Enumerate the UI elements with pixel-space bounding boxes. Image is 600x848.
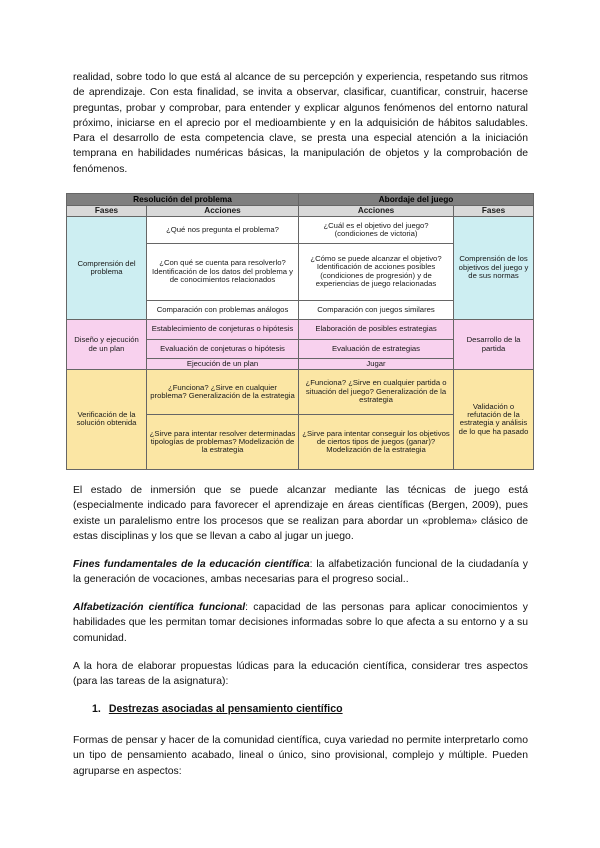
- section-heading: [92, 703, 343, 715]
- fase-comprension-problema: Comprensión del problema: [67, 216, 147, 319]
- formas-paragraph: Formas de pensar y hacer de la comunidad científica, cuya variedad no permite interpretarlo como un tipo de pensamiento acabado, lineal o único, sino provisional, complejo y múltiple. Pueden agruparse en aspectos:: [73, 735, 528, 777]
- fines-paragraph: [73, 557, 528, 588]
- fase-validacion: Validación o refutación de la estrategia y análisis de lo que ha pasado: [454, 369, 534, 469]
- table-cell: Comparación con juegos similares: [299, 300, 454, 320]
- table-cell: ¿Con qué se cuenta para resolverlo? Identificación de los datos del problema y de conocimientos relacionados: [147, 244, 299, 301]
- fase-desarrollo-partida: Desarrollo de la partida: [454, 320, 534, 369]
- intro-paragraph: realidad, sobre todo lo que está al alcance de su percepción y experiencia, respetando sus ritmos de aprendizaje. Con esta finalidad, se invita a observar, clasificar, cuantificar, construir, hacerse preguntas, probar y comprobar, para entender y explicar algunos fenómenos del entorno natural próximo, iniciarse en el aprecio por el medioambiente y en la adquisición de hábitos saludables. Para el desarrollo de esta competencia clave, se presta una especial atención a la iniciación temprana en habilidades numéricas básicas, la manipulación de objetos y la comprobación de fenómenos.: [73, 72, 528, 175]
- fase-comprension-juego: Comprensión de los objetivos del juego y de sus normas: [454, 216, 534, 319]
- header-acciones-left: Acciones: [147, 205, 299, 216]
- section-number: 1.: [92, 703, 101, 715]
- fase-verificacion: Verificación de la solución obtenida: [67, 369, 147, 469]
- table-cell: Jugar: [299, 359, 454, 369]
- table-cell: Elaboración de posibles estrategias: [299, 320, 454, 340]
- table-cell: Evaluación de estrategias: [299, 339, 454, 359]
- section-title: Destrezas asociadas al pensamiento científico: [108, 703, 343, 715]
- table-cell: ¿Cuál es el objetivo del juego? (condiciones de victoria): [299, 216, 454, 243]
- problem-vs-game-table: [66, 193, 534, 470]
- fase-diseno-plan: Diseño y ejecución de un plan: [67, 320, 147, 369]
- alfabetizacion-term: Alfabetización científica funcional: [73, 602, 246, 613]
- table-cell: ¿Funciona? ¿Sirve en cualquier partida o situación del juego? Generalización de la estrategia: [299, 369, 454, 415]
- table-title-left: Resolución del problema: [67, 194, 299, 206]
- table-cell: ¿Sirve para intentar conseguir los objetivos de ciertos tipos de juegos (ganar)? Modelización de la estrategia: [299, 415, 454, 470]
- table-cell: ¿Funciona? ¿Sirve en cualquier problema? Generalización de la estrategia: [147, 369, 299, 415]
- table-cell: Establecimiento de conjeturas o hipótesis: [147, 320, 299, 340]
- table-cell: Comparación con problemas análogos: [147, 300, 299, 320]
- propuestas-paragraph: A la hora de elaborar propuestas lúdicas para la educación científica, considerar tres aspectos (para las tareas de la asignatura):: [73, 661, 528, 688]
- fines-term: Fines fundamentales de la educación científica: [73, 559, 310, 570]
- fines-text: : la alfabetización funcional de la ciudadanía y la generación de vocaciones, ambas necesarias para el progreso social..: [73, 559, 528, 586]
- table-cell: ¿Qué nos pregunta el problema?: [147, 216, 299, 243]
- table-title-right: Abordaje del juego: [299, 194, 534, 206]
- table-cell: Evaluación de conjeturas o hipótesis: [147, 339, 299, 359]
- header-acciones-right: Acciones: [299, 205, 454, 216]
- immersion-paragraph: El estado de inmersión que se puede alcanzar mediante las técnicas de juego está (especialmente indicado para favorecer el aprendizaje en áreas científicas (Bergen, 2009), pues existe un paralelismo entre los procesos que se realizan para abordar un «problema» clásico de estas disciplinas y los que se llevan a cabo al jugar un juego.: [73, 485, 528, 542]
- header-fases-left: Fases: [67, 205, 147, 216]
- table-cell: ¿Cómo se puede alcanzar el objetivo? Identificación de acciones posibles (condiciones de progresión) y de experiencias de juego relacionadas: [299, 244, 454, 301]
- table-cell: ¿Sirve para intentar resolver determinadas tipologías de problemas? Modelización de la estrategia: [147, 415, 299, 470]
- header-fases-right: Fases: [454, 205, 534, 216]
- table-cell: Ejecución de un plan: [147, 359, 299, 369]
- alfabetizacion-text: : capacidad de las personas para aplicar conocimientos y habilidades que les permitan tomar decisiones informadas sobre lo que afecta a su entorno y a su comunidad.: [73, 602, 528, 644]
- alfabetizacion-paragraph: [73, 600, 528, 646]
